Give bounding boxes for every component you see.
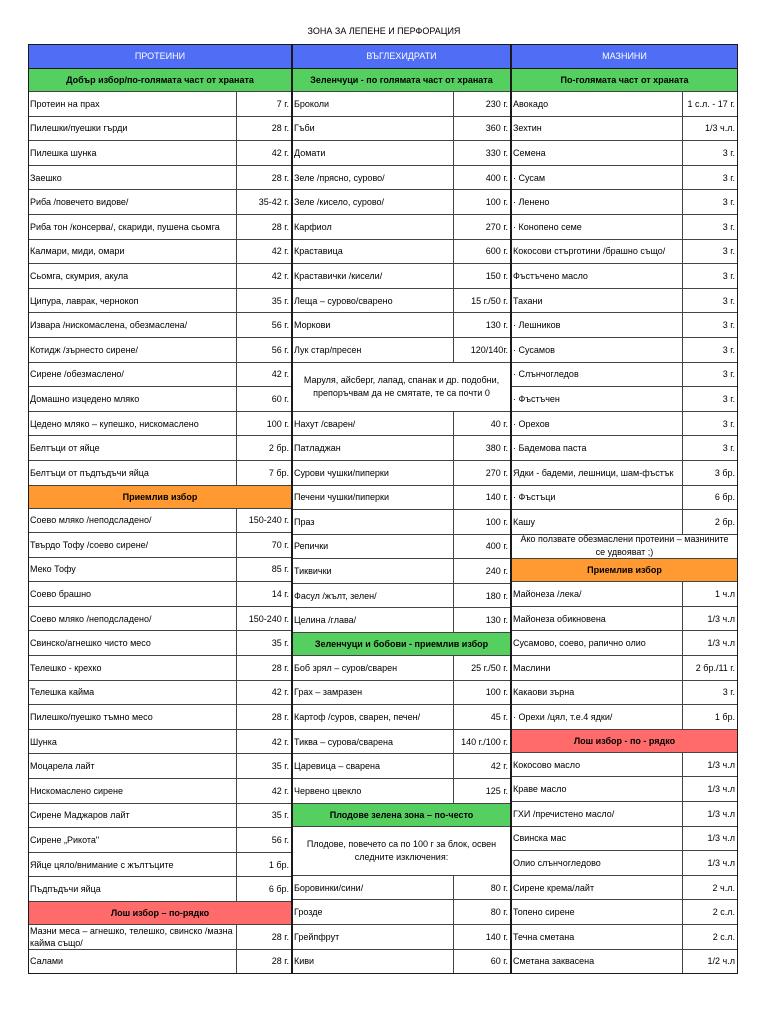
food-amount: 400 г. bbox=[453, 166, 511, 190]
food-amount: 42 г. bbox=[236, 779, 292, 803]
food-amount: 360 г. bbox=[453, 117, 511, 141]
food-name: Риба тон /консерва/, скариди, пушена сьомга bbox=[30, 221, 220, 232]
food-name: · Фъстъчен bbox=[513, 393, 560, 404]
food-name: Сирене /обезмаслено/ bbox=[30, 369, 124, 380]
band-fruit: Плодове зелена зона – по-често bbox=[292, 804, 511, 827]
food-amount: 1/3 ч.л. bbox=[682, 117, 738, 141]
food-amount: 15 г./50 г. bbox=[453, 289, 511, 313]
food-amount: 140 г. bbox=[453, 486, 511, 510]
food-name: Какаови зърна bbox=[513, 687, 575, 698]
food-name: Печени чушки/пиперки bbox=[294, 492, 389, 503]
food-amount: 3 г. bbox=[682, 166, 738, 190]
food-name: Авокадо bbox=[513, 98, 549, 109]
food-name: Нахут /сварен/ bbox=[294, 418, 356, 429]
food-name: Целина /глава/ bbox=[294, 615, 357, 626]
food-amount: 60 г. bbox=[236, 387, 292, 411]
food-name: Белтъци от пъдпъдъчи яйца bbox=[30, 467, 149, 478]
food-name: Извара /нискомаслена, обезмаслена/ bbox=[30, 320, 188, 331]
food-amount: 56 г. bbox=[236, 828, 292, 852]
food-name: Сирене Маджаров лайт bbox=[30, 810, 130, 821]
band-acceptable: Зеленчуци и бобови - приемлив избор bbox=[292, 633, 511, 656]
food-amount: 130 г. bbox=[453, 608, 511, 632]
food-amount: 35 г. bbox=[236, 804, 292, 828]
food-name: Нискомаслено сирене bbox=[30, 785, 124, 796]
food-name: Маслини bbox=[513, 662, 551, 673]
food-name: Меко Тофу bbox=[30, 564, 76, 575]
food-name: Боровинки/сини/ bbox=[294, 882, 364, 893]
fats-column bbox=[511, 44, 738, 974]
food-name: Грозде bbox=[294, 907, 323, 918]
proteins-column bbox=[28, 44, 292, 974]
food-name: Течна сметана bbox=[513, 931, 575, 942]
food-amount: 1/3 ч.л bbox=[682, 753, 738, 777]
food-name: · Лешников bbox=[513, 320, 561, 331]
food-amount: 3 г. bbox=[682, 240, 738, 264]
food-name: Зеле /кисело, сурово/ bbox=[294, 197, 385, 208]
band-bad: Лош избор - по - рядко bbox=[511, 730, 738, 753]
note-text: Плодове, повечето са по 100 г за блок, освен следните изключения: bbox=[292, 827, 511, 876]
food-amount: 28 г. bbox=[236, 215, 292, 239]
food-amount: 180 г. bbox=[453, 584, 511, 608]
food-name: Ципура, лаврак, чернокоп bbox=[30, 295, 139, 306]
food-amount: 35 г. bbox=[236, 631, 292, 655]
food-amount: 3 г. bbox=[682, 190, 738, 214]
food-amount: 3 г. bbox=[682, 412, 738, 436]
food-amount: 3 г. bbox=[682, 141, 738, 165]
food-name: Сирене „Рикота" bbox=[30, 835, 100, 846]
food-name: Салами bbox=[30, 956, 64, 967]
food-name: Тахани bbox=[513, 295, 543, 306]
food-amount: 1/3 ч.л bbox=[682, 851, 738, 875]
food-amount: 7 бр. bbox=[236, 461, 292, 485]
food-amount: 42 г. bbox=[453, 754, 511, 778]
food-name: Цедено мляко – купешко, нискомаслено bbox=[30, 418, 199, 429]
food-amount: 1 бр. bbox=[236, 853, 292, 877]
food-name: Твърдо Тофу /соево сирене/ bbox=[30, 539, 149, 550]
food-name: · Орехов bbox=[513, 418, 550, 429]
food-name: Майонеза обикновена bbox=[513, 613, 606, 624]
food-amount: 28 г. bbox=[236, 166, 292, 190]
food-name: Царевица – сварена bbox=[294, 761, 381, 772]
food-name: Риба /повечето видове/ bbox=[30, 197, 129, 208]
food-amount: 42 г. bbox=[236, 681, 292, 705]
food-name: Соево мляко /неподсладено/ bbox=[30, 613, 152, 624]
column-header: ВЪГЛЕХИДРАТИ bbox=[292, 44, 511, 69]
food-amount: 100 г. bbox=[236, 412, 292, 436]
note-text: Ако ползвате обезмаслени протеини – мазнините се удвояват ;) bbox=[511, 535, 738, 560]
food-amount: 2 с.л. bbox=[682, 925, 738, 949]
food-name: Зеле /прясно, сурово/ bbox=[294, 172, 385, 183]
food-name: Топено сирене bbox=[513, 907, 575, 918]
food-name: Сусамово, соево, рапично олио bbox=[513, 638, 646, 649]
band-bad: Лош избор – по-рядко bbox=[28, 902, 292, 925]
food-amount: 3 г. bbox=[682, 313, 738, 337]
food-name: Краставица bbox=[294, 246, 343, 257]
band-acceptable: Приемлив избор bbox=[28, 486, 292, 509]
food-amount: 45 г. bbox=[453, 705, 511, 729]
food-name: Майонеза /лека/ bbox=[513, 589, 582, 600]
food-name: Грах – замразен bbox=[294, 687, 363, 698]
food-name: Протеин на прах bbox=[30, 98, 100, 109]
food-amount: 40 г. bbox=[453, 412, 511, 436]
food-name: Пилешки/пуешки гърди bbox=[30, 123, 128, 134]
food-name: Тиква – сурова/сварена bbox=[294, 736, 394, 747]
food-amount: 1/3 ч.л bbox=[682, 631, 738, 655]
food-amount: 14 г. bbox=[236, 582, 292, 606]
food-name: Боб зрял – суров/сварен bbox=[294, 662, 398, 673]
food-amount: 1/3 ч.л bbox=[682, 777, 738, 801]
food-name: Сурови чушки/пиперки bbox=[294, 467, 389, 478]
food-amount: 150 г. bbox=[453, 264, 511, 288]
food-name: Свинско/агнешко чисто месо bbox=[30, 638, 151, 649]
column-header: ПРОТЕИНИ bbox=[28, 44, 292, 69]
food-name: Червено цвекло bbox=[294, 785, 362, 796]
food-name: Кокосово масло bbox=[513, 759, 581, 770]
food-amount: 100 г. bbox=[453, 510, 511, 534]
food-name: Картоф /суров, сварен, печен/ bbox=[294, 712, 421, 723]
food-name: Кокосови стърготини /брашно също/ bbox=[513, 246, 666, 257]
food-name: Белтъци от яйце bbox=[30, 443, 100, 454]
food-amount: 3 г. bbox=[682, 387, 738, 411]
food-amount: 600 г. bbox=[453, 240, 511, 264]
food-name: Грейпфрут bbox=[294, 931, 340, 942]
food-name: Котидж /зърнесто сирене/ bbox=[30, 344, 139, 355]
food-name: Пъдпъдъчи яйца bbox=[30, 884, 101, 895]
food-name: Моцарела лайт bbox=[30, 761, 95, 772]
food-amount: 3 г. bbox=[682, 264, 738, 288]
food-name: Праз bbox=[294, 516, 315, 527]
food-name: · Сусам bbox=[513, 172, 546, 183]
food-name: Броколи bbox=[294, 98, 330, 109]
band-good: По-голямата част от храната bbox=[511, 69, 738, 92]
food-amount: 150-240 г. bbox=[236, 509, 292, 533]
food-name: Пилешка шунка bbox=[30, 147, 97, 158]
food-amount: 80 г. bbox=[453, 876, 511, 900]
food-name: Соево брашно bbox=[30, 589, 92, 600]
food-name: · Сусамов bbox=[513, 344, 555, 355]
food-name: Телешка кайма bbox=[30, 687, 95, 698]
food-amount: 70 г. bbox=[236, 533, 292, 557]
food-amount: 35 г. bbox=[236, 289, 292, 313]
food-amount: 270 г. bbox=[453, 215, 511, 239]
food-name: Фасул /жълт, зелен/ bbox=[294, 590, 377, 601]
food-amount: 7 г. bbox=[236, 92, 292, 116]
food-name: Репички bbox=[294, 541, 329, 552]
food-name: Патладжан bbox=[294, 443, 341, 454]
food-amount: 150-240 г. bbox=[236, 607, 292, 631]
food-name: · Орехи /цял, т.е.4 ядки/ bbox=[513, 712, 613, 723]
food-amount: 270 г. bbox=[453, 461, 511, 485]
food-amount: 28 г. bbox=[236, 117, 292, 141]
food-name: Заешко bbox=[30, 172, 62, 183]
food-amount: 1 бр. bbox=[682, 705, 738, 729]
food-name: Свинска мас bbox=[513, 833, 567, 844]
food-amount: 140 г. bbox=[453, 925, 511, 949]
food-amount: 2 бр. bbox=[682, 510, 738, 534]
food-amount: 42 г. bbox=[236, 363, 292, 387]
food-name: Калмари, миди, омари bbox=[30, 246, 125, 257]
band-acceptable: Приемлив избор bbox=[511, 559, 738, 582]
food-name: Краве масло bbox=[513, 784, 567, 795]
food-name: Олио слънчогледово bbox=[513, 858, 601, 869]
food-name: Лук стар/пресен bbox=[294, 344, 362, 355]
column-border bbox=[292, 44, 511, 974]
band-good: Добър избор/по-голямата част от храната bbox=[28, 69, 292, 92]
food-name: Карфиол bbox=[294, 221, 332, 232]
food-amount: 6 бр. bbox=[236, 877, 292, 901]
food-name: Сметана заквасена bbox=[513, 956, 595, 967]
food-name: Пилешко/пуешко тъмно месо bbox=[30, 712, 153, 723]
food-amount: 28 г. bbox=[236, 950, 292, 974]
food-name: Шунка bbox=[30, 736, 57, 747]
food-name: Соево мляко /неподсладено/ bbox=[30, 515, 152, 526]
food-name: Мазни меса – агнешко, телешко, свинско /мазна кайма също/ bbox=[30, 925, 233, 948]
food-amount: 1/3 ч.л bbox=[682, 607, 738, 631]
food-amount: 60 г. bbox=[453, 950, 511, 974]
food-amount: 3 г. bbox=[682, 289, 738, 313]
food-amount: 42 г. bbox=[236, 240, 292, 264]
food-amount: 1 с.л. - 17 г. bbox=[682, 92, 738, 116]
food-name: Домашно изцедено мляко bbox=[30, 393, 140, 404]
food-name: Тиквички bbox=[294, 566, 332, 577]
food-amount: 140 г./100 г. bbox=[453, 730, 511, 754]
food-name: Фъстъчено масло bbox=[513, 270, 588, 281]
food-amount: 25 г./50 г. bbox=[453, 656, 511, 680]
food-name: Домати bbox=[294, 147, 326, 158]
food-amount: 3 г. bbox=[682, 215, 738, 239]
food-amount: 240 г. bbox=[453, 559, 511, 583]
food-name: · Бадемова паста bbox=[513, 443, 587, 454]
food-amount: 125 г. bbox=[453, 779, 511, 803]
food-amount: 56 г. bbox=[236, 313, 292, 337]
food-amount: 2 с.л. bbox=[682, 900, 738, 924]
band-good: Зеленчуци - по голямата част от храната bbox=[292, 69, 511, 92]
food-name: Яйце цяло/внимание с жълтъците bbox=[30, 859, 174, 870]
food-name: · Фъстъци bbox=[513, 492, 556, 503]
carbs-column bbox=[292, 44, 511, 974]
food-amount: 3 г. bbox=[682, 363, 738, 387]
food-name: Семена bbox=[513, 147, 546, 158]
food-name: Телешко - крехко bbox=[30, 662, 102, 673]
food-name: Краставички /кисели/ bbox=[294, 270, 383, 281]
food-amount: 6 бр. bbox=[682, 486, 738, 510]
food-name: · Ленено bbox=[513, 197, 550, 208]
food-name: Ядки - бадеми, лешници, шам-фъстък bbox=[513, 467, 674, 478]
food-amount: 56 г. bbox=[236, 338, 292, 362]
food-amount: 1/2 ч.л bbox=[682, 950, 738, 974]
food-name: · Конопено семе bbox=[513, 221, 582, 232]
food-amount: 130 г. bbox=[453, 313, 511, 337]
food-name: ГХИ /пречистено масло/ bbox=[513, 808, 615, 819]
food-amount: 28 г. bbox=[236, 925, 292, 949]
food-name: Сирене крема/лайт bbox=[513, 882, 595, 893]
food-amount: 400 г. bbox=[453, 535, 511, 559]
food-amount: 35 г. bbox=[236, 754, 292, 778]
food-amount: 2 ч.л. bbox=[682, 876, 738, 900]
food-amount: 2 бр. bbox=[236, 436, 292, 460]
food-amount: 330 г. bbox=[453, 141, 511, 165]
food-amount: 3 г. bbox=[682, 338, 738, 362]
food-name: · Слънчогледов bbox=[513, 369, 579, 380]
food-amount: 2 бр./11 г. bbox=[682, 656, 738, 680]
food-amount: 1/3 ч.л bbox=[682, 827, 738, 851]
food-amount: 120/140г. bbox=[453, 338, 511, 362]
food-amount: 85 г. bbox=[236, 558, 292, 582]
food-amount: 3 бр. bbox=[682, 461, 738, 485]
column-border bbox=[28, 44, 292, 974]
food-amount: 42 г. bbox=[236, 264, 292, 288]
food-amount: 3 г. bbox=[682, 436, 738, 460]
food-name: Леща – сурово/сварено bbox=[294, 295, 393, 306]
food-amount: 42 г. bbox=[236, 141, 292, 165]
food-amount: 42 г. bbox=[236, 730, 292, 754]
food-amount: 1/3 ч.л bbox=[682, 802, 738, 826]
column-border bbox=[511, 44, 738, 974]
food-name: Сьомга, скумрия, акула bbox=[30, 270, 129, 281]
food-name: Киви bbox=[294, 956, 315, 967]
food-amount: 28 г. bbox=[236, 656, 292, 680]
column-header: МАЗНИНИ bbox=[511, 44, 738, 69]
food-amount: 100 г. bbox=[453, 681, 511, 705]
food-amount: 100 г. bbox=[453, 190, 511, 214]
food-name: Моркови bbox=[294, 320, 331, 331]
food-amount: 80 г. bbox=[453, 900, 511, 924]
food-amount: 380 г. bbox=[453, 436, 511, 460]
food-amount: 3 г. bbox=[682, 681, 738, 705]
food-amount: 28 г. bbox=[236, 705, 292, 729]
food-name: Гъби bbox=[294, 123, 315, 134]
food-amount: 230 г. bbox=[453, 92, 511, 116]
food-name: Зехтин bbox=[513, 123, 542, 134]
food-amount: 35-42 г. bbox=[236, 190, 292, 214]
page-title: ЗОНА ЗА ЛЕПЕНЕ И ПЕРФОРАЦИЯ bbox=[307, 26, 461, 36]
food-name: Кашу bbox=[513, 516, 535, 527]
food-amount: 1 ч.л bbox=[682, 582, 738, 606]
note-text: Маруля, айсберг, лапад, спанак и др. подобни, препоръчвам да не смятате, те са почти 0 bbox=[292, 363, 511, 412]
